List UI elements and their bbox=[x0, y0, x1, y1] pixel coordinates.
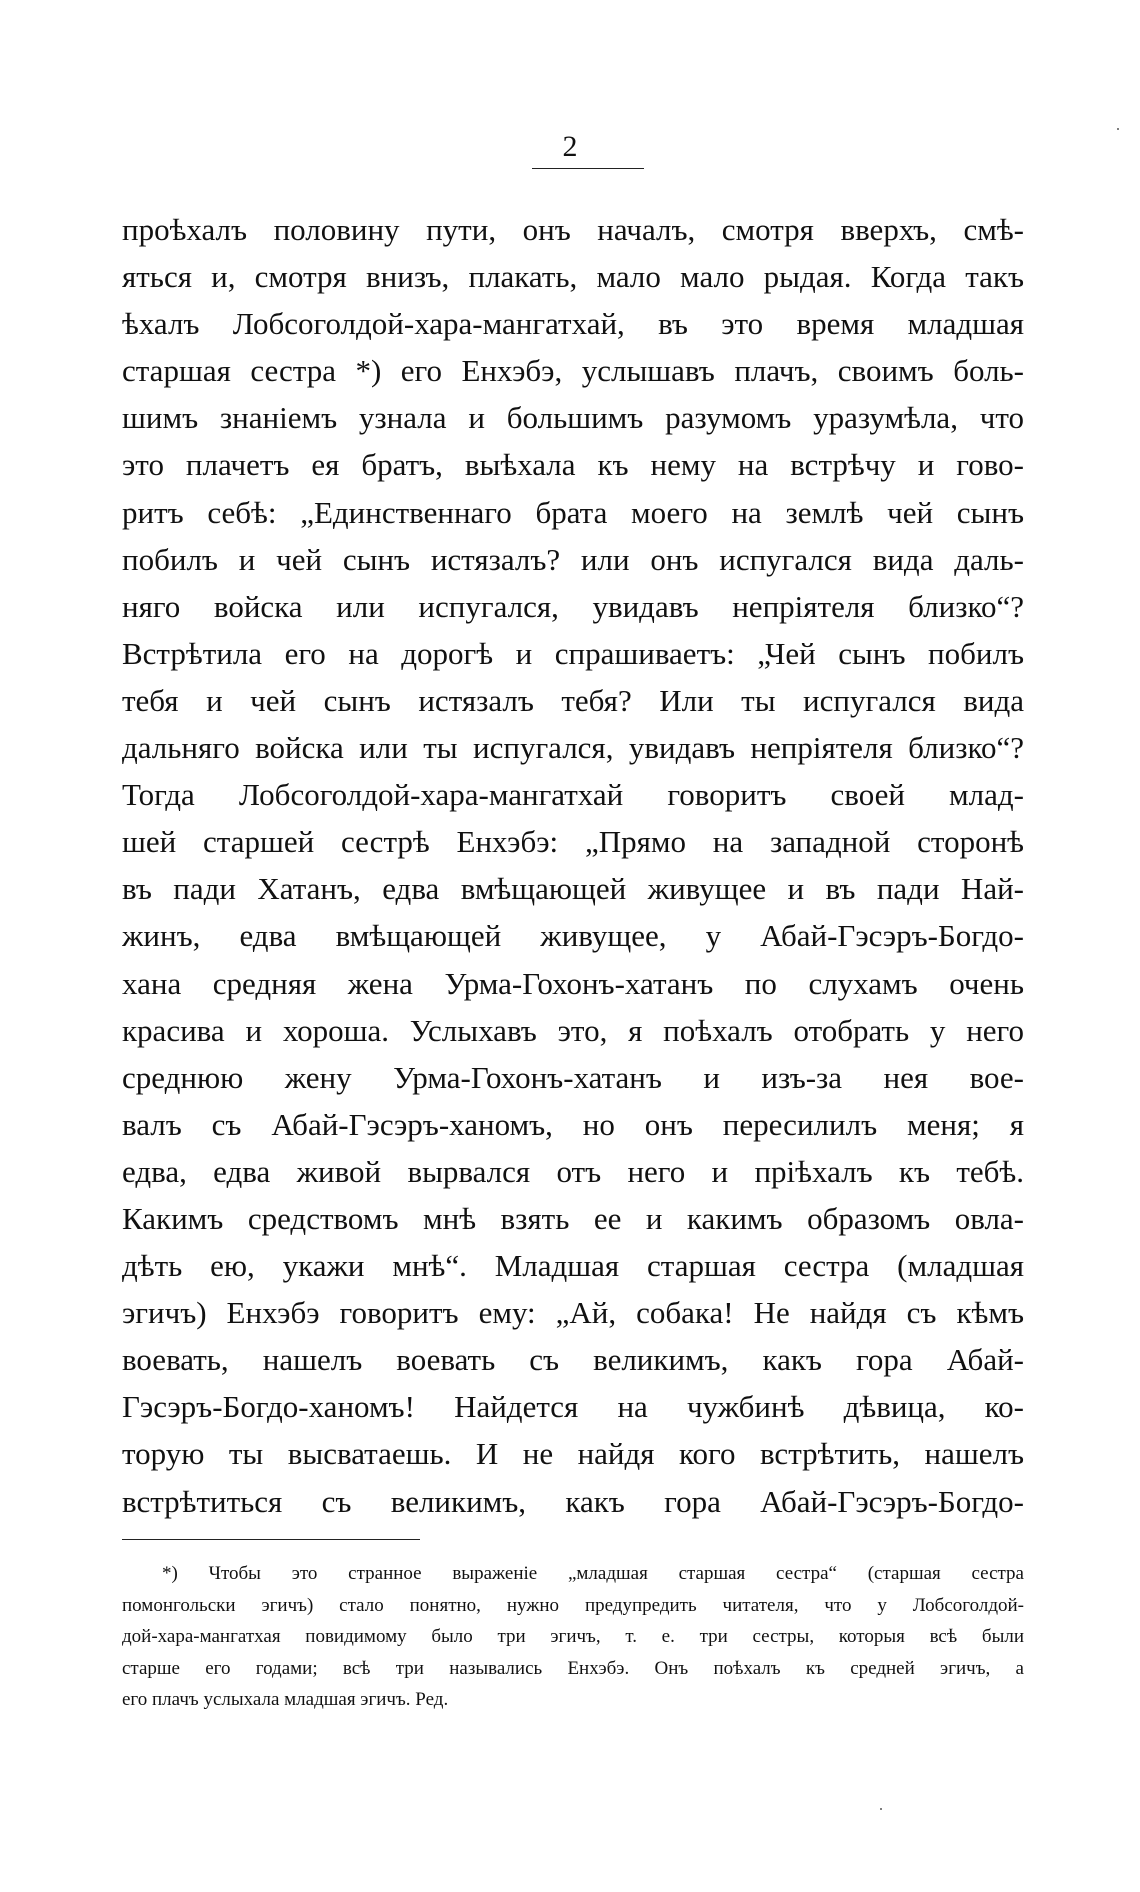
footnote-line: его плачъ услыхала младшая эгичъ. Ред. bbox=[122, 1689, 449, 1710]
body-line: яться и, смотря внизъ, плакать, мало мало рыдая. Когда такъ bbox=[122, 259, 1024, 295]
body-line: хана средняя жена Урма-Гохонъ-хатанъ по слухамъ очень bbox=[122, 965, 1024, 1001]
body-line: это плачетъ ея братъ, выѣхала къ нему на встрѣчу и гово- bbox=[122, 447, 1024, 483]
footnote bbox=[122, 1558, 1024, 1716]
body-line: встрѣтиться съ великимъ, какъ гора Абай-Гэсэръ-Богдо- bbox=[122, 1483, 1024, 1519]
body-line: побилъ и чей сынъ истязалъ? или онъ испугался вида даль- bbox=[122, 541, 1024, 577]
body-text bbox=[122, 206, 1024, 1525]
body-line: воевать, нашелъ воевать съ великимъ, какъ гора Абай- bbox=[122, 1342, 1024, 1378]
footnote-line: старше его годами; всѣ три назывались Енхэбэ. Онъ поѣхалъ къ средней эгичъ, а bbox=[122, 1657, 1024, 1679]
body-line: ритъ себѣ: „Единственнаго брата моего на землѣ чей сынъ bbox=[122, 494, 1024, 530]
scan-speck bbox=[880, 1808, 882, 1810]
footnote-line: дой-хара-мангатхая повидимому было три эгичъ, т. е. три сестры, которыя всѣ были bbox=[122, 1626, 1024, 1647]
body-line: ѣхалъ Лобсоголдой-хара-мангатхай, въ это время младшая bbox=[122, 306, 1024, 342]
body-line: тебя и чей сынъ истязалъ тебя? Или ты испугался вида bbox=[122, 682, 1024, 718]
page-number: 2 bbox=[562, 130, 578, 163]
body-line: дальняго войска или ты испугался, увидавъ непріятеля близко“? bbox=[122, 730, 1024, 766]
footnote-line: помонгольски эгичъ) стало понятно, нужно предупредить читателя, что у Лобсоголдой- bbox=[122, 1594, 1024, 1616]
body-line: едва, едва живой вырвался отъ него и пріѣхалъ къ тебѣ. bbox=[122, 1153, 1024, 1189]
body-line: красива и хороша. Услыхавъ это, я поѣхалъ отобрать у него bbox=[122, 1012, 1024, 1048]
body-line: жинъ, едва вмѣщающей живущее, у Абай-Гэсэръ-Богдо- bbox=[122, 918, 1024, 954]
body-line: Какимъ средствомъ мнѣ взять ее и какимъ образомъ овла- bbox=[122, 1200, 1024, 1236]
body-line: среднюю жену Урма-Гохонъ-хатанъ и изъ-за нея вое- bbox=[122, 1059, 1024, 1095]
body-line: дѣть ею, укажи мнѣ“. Младшая старшая сестра (младшая bbox=[122, 1248, 1024, 1284]
body-line: Встрѣтила его на дорогѣ и спрашиваетъ: „Чей сынъ побилъ bbox=[122, 635, 1024, 671]
body-line: старшая сестра *) его Енхэбэ, услышавъ плачъ, своимъ боль- bbox=[122, 353, 1024, 389]
body-line: шимъ знаніемъ узнала и большимъ разумомъ уразумѣла, что bbox=[122, 400, 1024, 436]
body-line: эгичъ) Енхэбэ говоритъ ему: „Ай, собака! Не найдя съ кѣмъ bbox=[122, 1295, 1024, 1331]
footnote-rule bbox=[122, 1539, 420, 1540]
body-line: шей старшей сестрѣ Енхэбэ: „Прямо на западной сторонѣ bbox=[122, 824, 1024, 860]
scan-speck bbox=[1117, 128, 1119, 130]
body-line: торую ты высватаешь. И не найдя кого встрѣтить, нашелъ bbox=[122, 1436, 1024, 1472]
page-number-rule bbox=[532, 168, 644, 169]
body-line: въ пади Хатанъ, едва вмѣщающей живущее и въ пади Най- bbox=[122, 871, 1024, 907]
body-line: няго войска или испугался, увидавъ непріятеля близко“? bbox=[122, 588, 1024, 624]
body-line: Гэсэръ-Богдо-ханомъ! Найдется на чужбинѣ дѣвица, ко- bbox=[122, 1389, 1024, 1425]
body-line: Тогда Лобсоголдой-хара-мангатхай говоритъ своей млад- bbox=[122, 777, 1024, 813]
body-line: проѣхалъ половину пути, онъ началъ, смотря вверхъ, смѣ- bbox=[122, 212, 1024, 247]
body-line: валъ съ Абай-Гэсэръ-ханомъ, но онъ пересилилъ меня; я bbox=[122, 1106, 1024, 1142]
footnote-line: *) Чтобы это странное выраженіе „младшая старшая сестра“ (старшая сестра bbox=[162, 1563, 1024, 1584]
